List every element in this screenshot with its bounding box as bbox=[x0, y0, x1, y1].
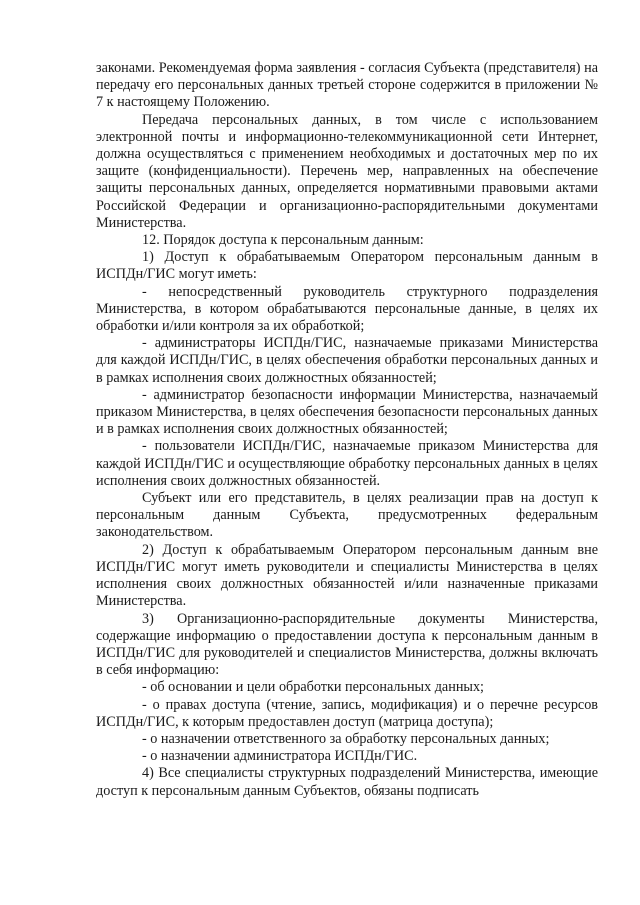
paragraph: Передача персональных данных, в том числе с использованием электронной почты и информационно-телекоммуникационной сети Интернет, должна осуществляться с применением необходимых и достаточных мер по их защите (конфиденциальности). Перечень мер, направленных на обеспечение защиты персональных данных, определяется нормативными правовыми актами Российской Федерации и организационно-распорядительными документами Министерства. bbox=[96, 111, 598, 231]
section-heading: 12. Порядок доступа к персональным данным: bbox=[142, 232, 424, 249]
paragraph: 4) Все специалисты структурных подразделений Министерства, имеющие доступ к персональным данным Субъектов, обязаны подписать bbox=[96, 765, 598, 799]
list-item: - о назначении ответственного за обработку персональных данных; bbox=[142, 730, 550, 747]
list-item: - администратор безопасности информации Министерства, назначаемый приказом Министерства, в целях обеспечения безопасности персональных данных и в рамках исполнения своих должностных обязанностей; bbox=[96, 386, 598, 438]
paragraph: 1) Доступ к обрабатываемым Оператором персональным данным в ИСПДн/ГИС могут иметь: bbox=[96, 249, 598, 283]
paragraph: 2) Доступ к обрабатываемым Оператором персональным данным вне ИСПДн/ГИС могут иметь руководители и специалисты Министерства в целях исполнения своих должностных обязанностей и/или назначенные приказами Министерства. bbox=[96, 541, 598, 610]
list-item: - администраторы ИСПДн/ГИС, назначаемые приказами Министерства для каждой ИСПДн/ГИС, в целях обеспечения обработки персональных данных и в рамках исполнения своих должностных обязанностей; bbox=[96, 335, 598, 386]
list-item: - об основании и цели обработки персональных данных; bbox=[142, 679, 484, 696]
list-item: - непосредственный руководитель структурного подразделения Министерства, в котором обрабатываются персональные данные, в целях их обработки и/или контроля за их обработкой; bbox=[96, 283, 598, 335]
paragraph: Субъект или его представитель, в целях реализации прав на доступ к персональным данным Субъекта, предусмотренных федеральным законодательством. bbox=[96, 490, 598, 541]
paragraph: 3) Организационно-распорядительные документы Министерства, содержащие информацию о предоставлении доступа к персональным данным в ИСПДн/ГИС для руководителей и специалистов Министерства, должны включать в себя информацию: bbox=[96, 610, 598, 679]
paragraph: законами. Рекомендуемая форма заявления - согласия Субъекта (представителя) на передачу его персональных данных третьей стороне содержится в приложении № 7 к настоящему Положению. bbox=[96, 60, 598, 111]
list-item: - о правах доступа (чтение, запись, модификация) и о перечне ресурсов ИСПДн/ГИС, к которым предоставлен доступ (матрица доступа); bbox=[96, 696, 598, 730]
list-item: - о назначении администратора ИСПДн/ГИС. bbox=[142, 748, 418, 765]
list-item: - пользователи ИСПДн/ГИС, назначаемые приказом Министерства для каждой ИСПДн/ГИС и осуществляющие обработку персональных данных в целях исполнения своих должностных обязанностей. bbox=[96, 438, 598, 489]
